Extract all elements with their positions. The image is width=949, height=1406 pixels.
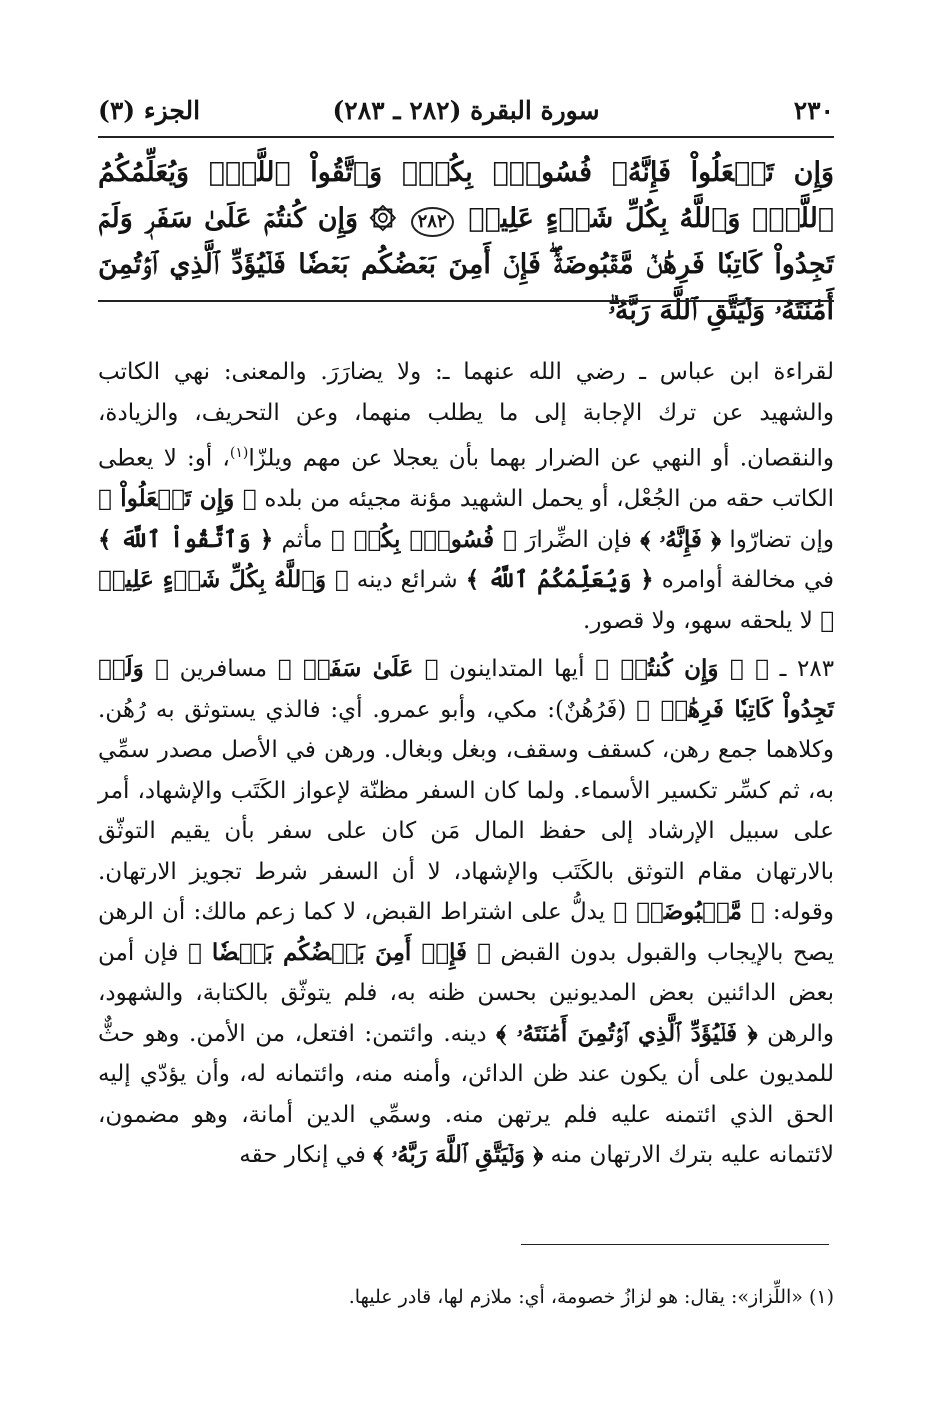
verse-number: ٢٨٣ ـ bbox=[779, 656, 835, 683]
quran-quote: ﴿ وَإِن تَفۡعَلُواْ ﴾ bbox=[98, 485, 257, 513]
text-segment: فإن أمن بعض الدائنين بعض المديونين بحسن ظنه به، فلم يتوثّق بالكتابة، والشهود، والرهن bbox=[98, 939, 834, 1047]
quran-quote: ﴿ وَٱتَّقُواْ ٱللَّهَ ﴾ bbox=[98, 525, 274, 553]
ayah-number-marker: ٢٨٢ bbox=[411, 207, 454, 237]
quran-quote: ﴿ وَٱللَّهُ بِكُلِّ شَيۡءٍ عَلِيمٞ ﴾ bbox=[98, 566, 834, 634]
text-segment: يدلُّ على اشتراط القبض، لا كما زعم مالك: أن الرهن يصح بالإيجاب والقبول بدون القبض bbox=[98, 899, 835, 966]
quran-verse-text: وَإِن تَفۡعَلُواْ فَإِنَّهُۥ فُسُوقُۢ بِكُمۡۗ وَٱتَّقُواْ ٱللَّهَۖ وَيُعَلِّمُكُمُ ٱللَّهُۗ وَٱللَّهُ بِكُلِّ شَيۡءٍ عَلِيمٞ bbox=[98, 157, 835, 234]
footnote-reference: (١) bbox=[229, 445, 249, 461]
text-segment: لقراءة ابن عباس ـ رضي الله عنهما ـ: ولا يضارَرَ. والمعنى: نهي الكاتب والشهيد عن ترك الإجابة إلى ما يطلب منهما، وعن التحريف، والزيادة، والنقصان. أو النهي عن الضرار بهما بأن يعجلا عن مهم ويلزّا bbox=[98, 359, 834, 472]
text-segment: شرائع دينه bbox=[356, 567, 458, 594]
quran-quote: ﴿ عَلَىٰ سَفَرٖ ﴾ bbox=[277, 655, 439, 683]
text-segment: أيها المتداينون bbox=[449, 656, 585, 683]
header-divider bbox=[98, 136, 834, 138]
text-segment: في مخالفة أوامره bbox=[661, 567, 835, 594]
quran-verse-text-continued: ۞ وَإِن كُنتُمۡ عَلَىٰ سَفَرٖ وَلَمۡ تَجِدُواْ كَاتِبٗا فَرِهَٰنٞ مَّقۡبُوضَةٞۖ فَإِنۡ أَمِنَ بَعۡضُكُم بَعۡضٗا فَلۡيُؤَدِّ ٱلَّذِي ٱؤۡتُمِنَ أَمَٰنَتَهُۥ وَلۡيَتَّقِ ٱللَّهَ رَبَّهُۥۗ bbox=[98, 203, 834, 326]
running-header bbox=[98, 90, 834, 132]
text-segment: مأثم bbox=[281, 526, 323, 553]
text-segment: لا يلحقه سهو، ولا قصور. bbox=[583, 607, 813, 634]
footnote-divider bbox=[521, 1244, 829, 1245]
quran-quote: ﴿ وَلۡيَتَّقِ ٱللَّهَ رَبَّهُۥ ﴾ bbox=[373, 1141, 544, 1169]
page-number: ٢٣٠ bbox=[793, 96, 834, 125]
quran-quote: ﴿ وَلَمۡ تَجِدُواْ كَاتِبٗا فَرِهَٰنٞ ﴾ bbox=[98, 655, 834, 723]
quran-quote: ﴿ وَيُعَلِّمُكُمُ ٱللَّهُ ﴾ bbox=[465, 566, 654, 594]
footnote: (١) «اللِّزاز»: يقال: هو لزازُ خصومة، أي: ملازم لها، قادر عليها. bbox=[348, 1286, 834, 1308]
text-segment: في إنكار حقه bbox=[239, 1142, 366, 1169]
quran-verse-block bbox=[98, 150, 834, 334]
surah-title: سورة البقرة (٢٨٢ ـ ٢٨٣) bbox=[332, 96, 600, 125]
text-segment: فإن الضِّرارَ bbox=[525, 526, 632, 553]
text-segment: وإن تضارّوا bbox=[729, 526, 835, 553]
commentary-paragraph bbox=[98, 649, 834, 1176]
quran-quote: ﴿ فَإِنَّهُۥ ﴾ bbox=[640, 525, 722, 553]
quran-quote: ﴿ فَلۡيُؤَدِّ ٱلَّذِي ٱؤۡتُمِنَ أَمَٰنَتَهُۥ ﴾ bbox=[496, 1019, 758, 1047]
commentary-body bbox=[98, 352, 834, 1176]
quran-quote: ﴿ ۞ وَإِن كُنتُمۡ ﴾ bbox=[595, 655, 769, 683]
quran-quote: ﴿ مَّقۡبُوضَةٞ ﴾ bbox=[613, 898, 765, 926]
text-segment: ، أو: لا يعطى الكاتب حقه من الجُعْل، أو يحمل الشهيد مؤنة مجيئه من بلده bbox=[98, 445, 834, 513]
text-segment: (فَرُهُنٌ): مكي، وأبو عمرو. أي: فالذي يستوثق به رُهُن. وكلاهما جمع رهن، كسقف وسقف، وبغل وبغال. ورهن في الأصل مصدر سمِّي به، ثم كسِّر تكسير الأسماء. ولما كان السفر مظنّة لإعواز الكَتَب والإشهاد، أمر على سبيل الإرشاد إلى حفظ المال مَن كان على سفر بأن يقيم التوثّق بالارتهان مقام التوثق بالكَتَب والإشهاد، لا أن السفر شرط تجويز الارتهان. وقوله: bbox=[98, 696, 834, 926]
commentary-paragraph bbox=[98, 352, 834, 641]
quran-quote: ﴿ فَإِنۡ أَمِنَ بَعۡضُكُم بَعۡضٗا ﴾ bbox=[187, 938, 491, 966]
verse-divider bbox=[98, 300, 834, 302]
text-segment: مسافرين bbox=[179, 656, 268, 683]
text-segment: دينه. وائتمن: افتعل، من الأمن. وهو حثٌّ للمديون على أن يكون عند ظن الدائن، وأمنه منه، وائتمانه له، وأن يؤدّي إليه الحق الذي ائتمنه عليه فلم يرتهن منه. وسمِّي الدين أمانة، وهو مضمون، لائتمانه عليه بترك الارتهان منه bbox=[98, 1020, 834, 1169]
quran-quote: ﴿ فُسُوقُۢ بِكُمۡ ﴾ bbox=[330, 525, 517, 553]
juz-label: الجزء (٣) bbox=[98, 96, 201, 125]
